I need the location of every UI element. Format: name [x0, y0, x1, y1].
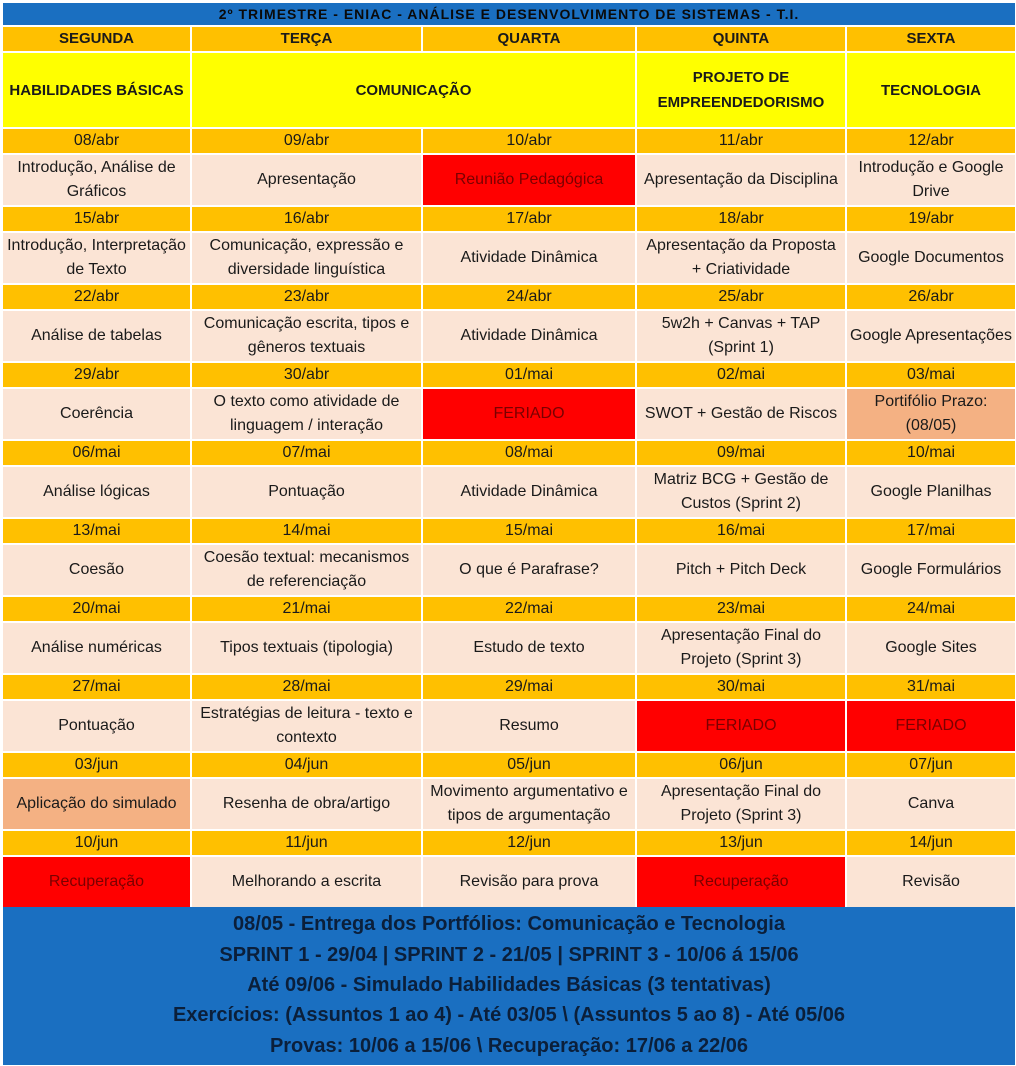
date-monday: 10/jun [3, 831, 192, 857]
activity-thursday: Apresentação Final do Projeto (Sprint 3) [637, 623, 847, 675]
date-row [3, 831, 1015, 857]
activity-tuesday: Tipos textuais (tipologia) [192, 623, 423, 675]
date-wednesday: 24/abr [423, 285, 637, 311]
date-monday: 08/abr [3, 129, 192, 155]
activity-monday: Pontuação [3, 701, 192, 753]
date-tuesday: 21/mai [192, 597, 423, 623]
date-thursday: 13/jun [637, 831, 847, 857]
date-row [3, 753, 1015, 779]
date-wednesday: 10/abr [423, 129, 637, 155]
date-thursday: 18/abr [637, 207, 847, 233]
date-thursday: 30/mai [637, 675, 847, 701]
activity-monday: Recuperação [3, 857, 192, 909]
date-tuesday: 09/abr [192, 129, 423, 155]
date-wednesday: 15/mai [423, 519, 637, 545]
date-friday: 19/abr [847, 207, 1015, 233]
date-friday: 31/mai [847, 675, 1015, 701]
activity-friday: Google Documentos [847, 233, 1015, 285]
activity-thursday: FERIADO [637, 701, 847, 753]
activity-tuesday: Comunicação escrita, tipos e gêneros textuais [192, 311, 423, 363]
activity-row [3, 389, 1015, 441]
activity-tuesday: Melhorando a escrita [192, 857, 423, 909]
footer-note-simulado: Até 09/06 - Simulado Habilidades Básicas (3 tentativas) [247, 973, 771, 996]
date-thursday: 25/abr [637, 285, 847, 311]
weekday-wednesday: QUARTA [423, 27, 637, 53]
weekday-monday: SEGUNDA [3, 27, 192, 53]
activity-wednesday: FERIADO [423, 389, 637, 441]
date-monday: 27/mai [3, 675, 192, 701]
activity-monday: Coesão [3, 545, 192, 597]
weekday-tuesday: TERÇA [192, 27, 423, 53]
activity-tuesday: Pontuação [192, 467, 423, 519]
footer-note-exercicios: Exercícios: (Assuntos 1 ao 4) - Até 03/05 \ (Assuntos 5 ao 8) - Até 05/06 [172, 1004, 846, 1027]
activity-thursday: Pitch + Pitch Deck [637, 545, 847, 597]
activity-monday: Análise numéricas [3, 623, 192, 675]
activity-tuesday: Coesão textual: mecanismos de referenciação [192, 545, 423, 597]
activity-friday: Introdução e Google Drive [847, 155, 1015, 207]
activity-wednesday: Revisão para prova [423, 857, 637, 909]
activity-monday: Análise de tabelas [3, 311, 192, 363]
date-friday: 17/mai [847, 519, 1015, 545]
activity-friday: Google Apresentações [847, 311, 1015, 363]
subject-tuesday-wednesday: COMUNICAÇÃO [192, 53, 637, 129]
footer-note-sprints: SPRINT 1 - 29/04 | SPRINT 2 - 21/05 | SPRINT 3 - 10/06 á 15/06 [219, 943, 799, 966]
activity-wednesday: Reunião Pedagógica [423, 155, 637, 207]
activity-monday: Análise lógicas [3, 467, 192, 519]
date-friday: 07/jun [847, 753, 1015, 779]
date-friday: 14/jun [847, 831, 1015, 857]
date-row [3, 129, 1015, 155]
date-row [3, 363, 1015, 389]
activity-row [3, 467, 1015, 519]
activity-monday: Coerência [3, 389, 192, 441]
activity-wednesday: Atividade Dinâmica [423, 233, 637, 285]
title-row [3, 3, 1015, 27]
subject-row [3, 53, 1015, 129]
date-tuesday: 28/mai [192, 675, 423, 701]
activity-friday: Revisão [847, 857, 1015, 909]
date-friday: 26/abr [847, 285, 1015, 311]
date-monday: 29/abr [3, 363, 192, 389]
activity-row [3, 623, 1015, 675]
date-row [3, 207, 1015, 233]
date-tuesday: 07/mai [192, 441, 423, 467]
footer-note-provas: Provas: 10/06 a 15/06 \ Recuperação: 17/06 a 22/06 [269, 1034, 749, 1057]
activity-wednesday: Resumo [423, 701, 637, 753]
date-row [3, 441, 1015, 467]
activity-thursday: Apresentação da Proposta + Criatividade [637, 233, 847, 285]
activity-tuesday: Comunicação, expressão e diversidade linguística [192, 233, 423, 285]
date-monday: 22/abr [3, 285, 192, 311]
activity-row [3, 155, 1015, 207]
date-wednesday: 17/abr [423, 207, 637, 233]
activity-wednesday: O que é Parafrase? [423, 545, 637, 597]
activity-tuesday: Resenha de obra/artigo [192, 779, 423, 831]
activity-friday: Google Sites [847, 623, 1015, 675]
weekday-thursday: QUINTA [637, 27, 847, 53]
activity-wednesday: Atividade Dinâmica [423, 467, 637, 519]
activity-row [3, 311, 1015, 363]
date-wednesday: 05/jun [423, 753, 637, 779]
activity-friday: Google Planilhas [847, 467, 1015, 519]
activity-friday: Portifólio Prazo:(08/05) [847, 389, 1015, 441]
activity-monday: Introdução, Análise de Gráficos [3, 155, 192, 207]
activity-friday: FERIADO [847, 701, 1015, 753]
date-row [3, 285, 1015, 311]
page-title: 2º TRIMESTRE - ENIAC - ANÁLISE E DESENVOLVIMENTO DE SISTEMAS - T.I. [3, 3, 1015, 27]
activity-wednesday: Movimento argumentativo e tipos de argumentação [423, 779, 637, 831]
activity-thursday: Recuperação [637, 857, 847, 909]
activity-monday: Aplicação do simulado [3, 779, 192, 831]
activity-thursday: Matriz BCG + Gestão de Custos (Sprint 2) [637, 467, 847, 519]
date-row [3, 597, 1015, 623]
subject-monday: HABILIDADES BÁSICAS [3, 53, 192, 129]
activity-friday: Google Formulários [847, 545, 1015, 597]
activity-tuesday: O texto como atividade de linguagem / interação [192, 389, 423, 441]
activity-row [3, 233, 1015, 285]
date-monday: 20/mai [3, 597, 192, 623]
activity-thursday: Apresentação da Disciplina [637, 155, 847, 207]
date-thursday: 09/mai [637, 441, 847, 467]
date-thursday: 02/mai [637, 363, 847, 389]
activity-monday: Introdução, Interpretação de Texto [3, 233, 192, 285]
date-tuesday: 11/jun [192, 831, 423, 857]
activity-wednesday: Estudo de texto [423, 623, 637, 675]
date-wednesday: 22/mai [423, 597, 637, 623]
date-thursday: 11/abr [637, 129, 847, 155]
date-friday: 10/mai [847, 441, 1015, 467]
activity-row [3, 779, 1015, 831]
activity-tuesday: Apresentação [192, 155, 423, 207]
weekday-header-row [3, 27, 1015, 53]
date-thursday: 16/mai [637, 519, 847, 545]
date-friday: 24/mai [847, 597, 1015, 623]
date-friday: 12/abr [847, 129, 1015, 155]
date-monday: 15/abr [3, 207, 192, 233]
date-monday: 06/mai [3, 441, 192, 467]
activity-wednesday: Atividade Dinâmica [423, 311, 637, 363]
date-thursday: 06/jun [637, 753, 847, 779]
footer-notes [3, 907, 1015, 1065]
date-monday: 13/mai [3, 519, 192, 545]
date-friday: 03/mai [847, 363, 1015, 389]
activity-row [3, 857, 1015, 909]
date-row [3, 675, 1015, 701]
date-monday: 03/jun [3, 753, 192, 779]
date-tuesday: 04/jun [192, 753, 423, 779]
date-thursday: 23/mai [637, 597, 847, 623]
subject-friday: TECNOLOGIA [847, 53, 1015, 129]
date-tuesday: 23/abr [192, 285, 423, 311]
weekday-friday: SEXTA [847, 27, 1015, 53]
activity-thursday: SWOT + Gestão de Riscos [637, 389, 847, 441]
date-wednesday: 01/mai [423, 363, 637, 389]
footer-note-portfolio: 08/05 - Entrega dos Portfólios: Comunicação e Tecnologia [233, 913, 785, 936]
subject-thursday: PROJETO DE EMPREENDEDORISMO [637, 53, 847, 129]
date-tuesday: 30/abr [192, 363, 423, 389]
date-tuesday: 16/abr [192, 207, 423, 233]
activity-thursday: 5w2h + Canvas + TAP (Sprint 1) [637, 311, 847, 363]
date-wednesday: 08/mai [423, 441, 637, 467]
date-wednesday: 12/jun [423, 831, 637, 857]
date-wednesday: 29/mai [423, 675, 637, 701]
activity-friday: Canva [847, 779, 1015, 831]
activity-thursday: Apresentação Final do Projeto (Sprint 3) [637, 779, 847, 831]
activity-row [3, 701, 1015, 753]
date-tuesday: 14/mai [192, 519, 423, 545]
date-row [3, 519, 1015, 545]
activity-row [3, 545, 1015, 597]
activity-tuesday: Estratégias de leitura - texto e contexto [192, 701, 423, 753]
